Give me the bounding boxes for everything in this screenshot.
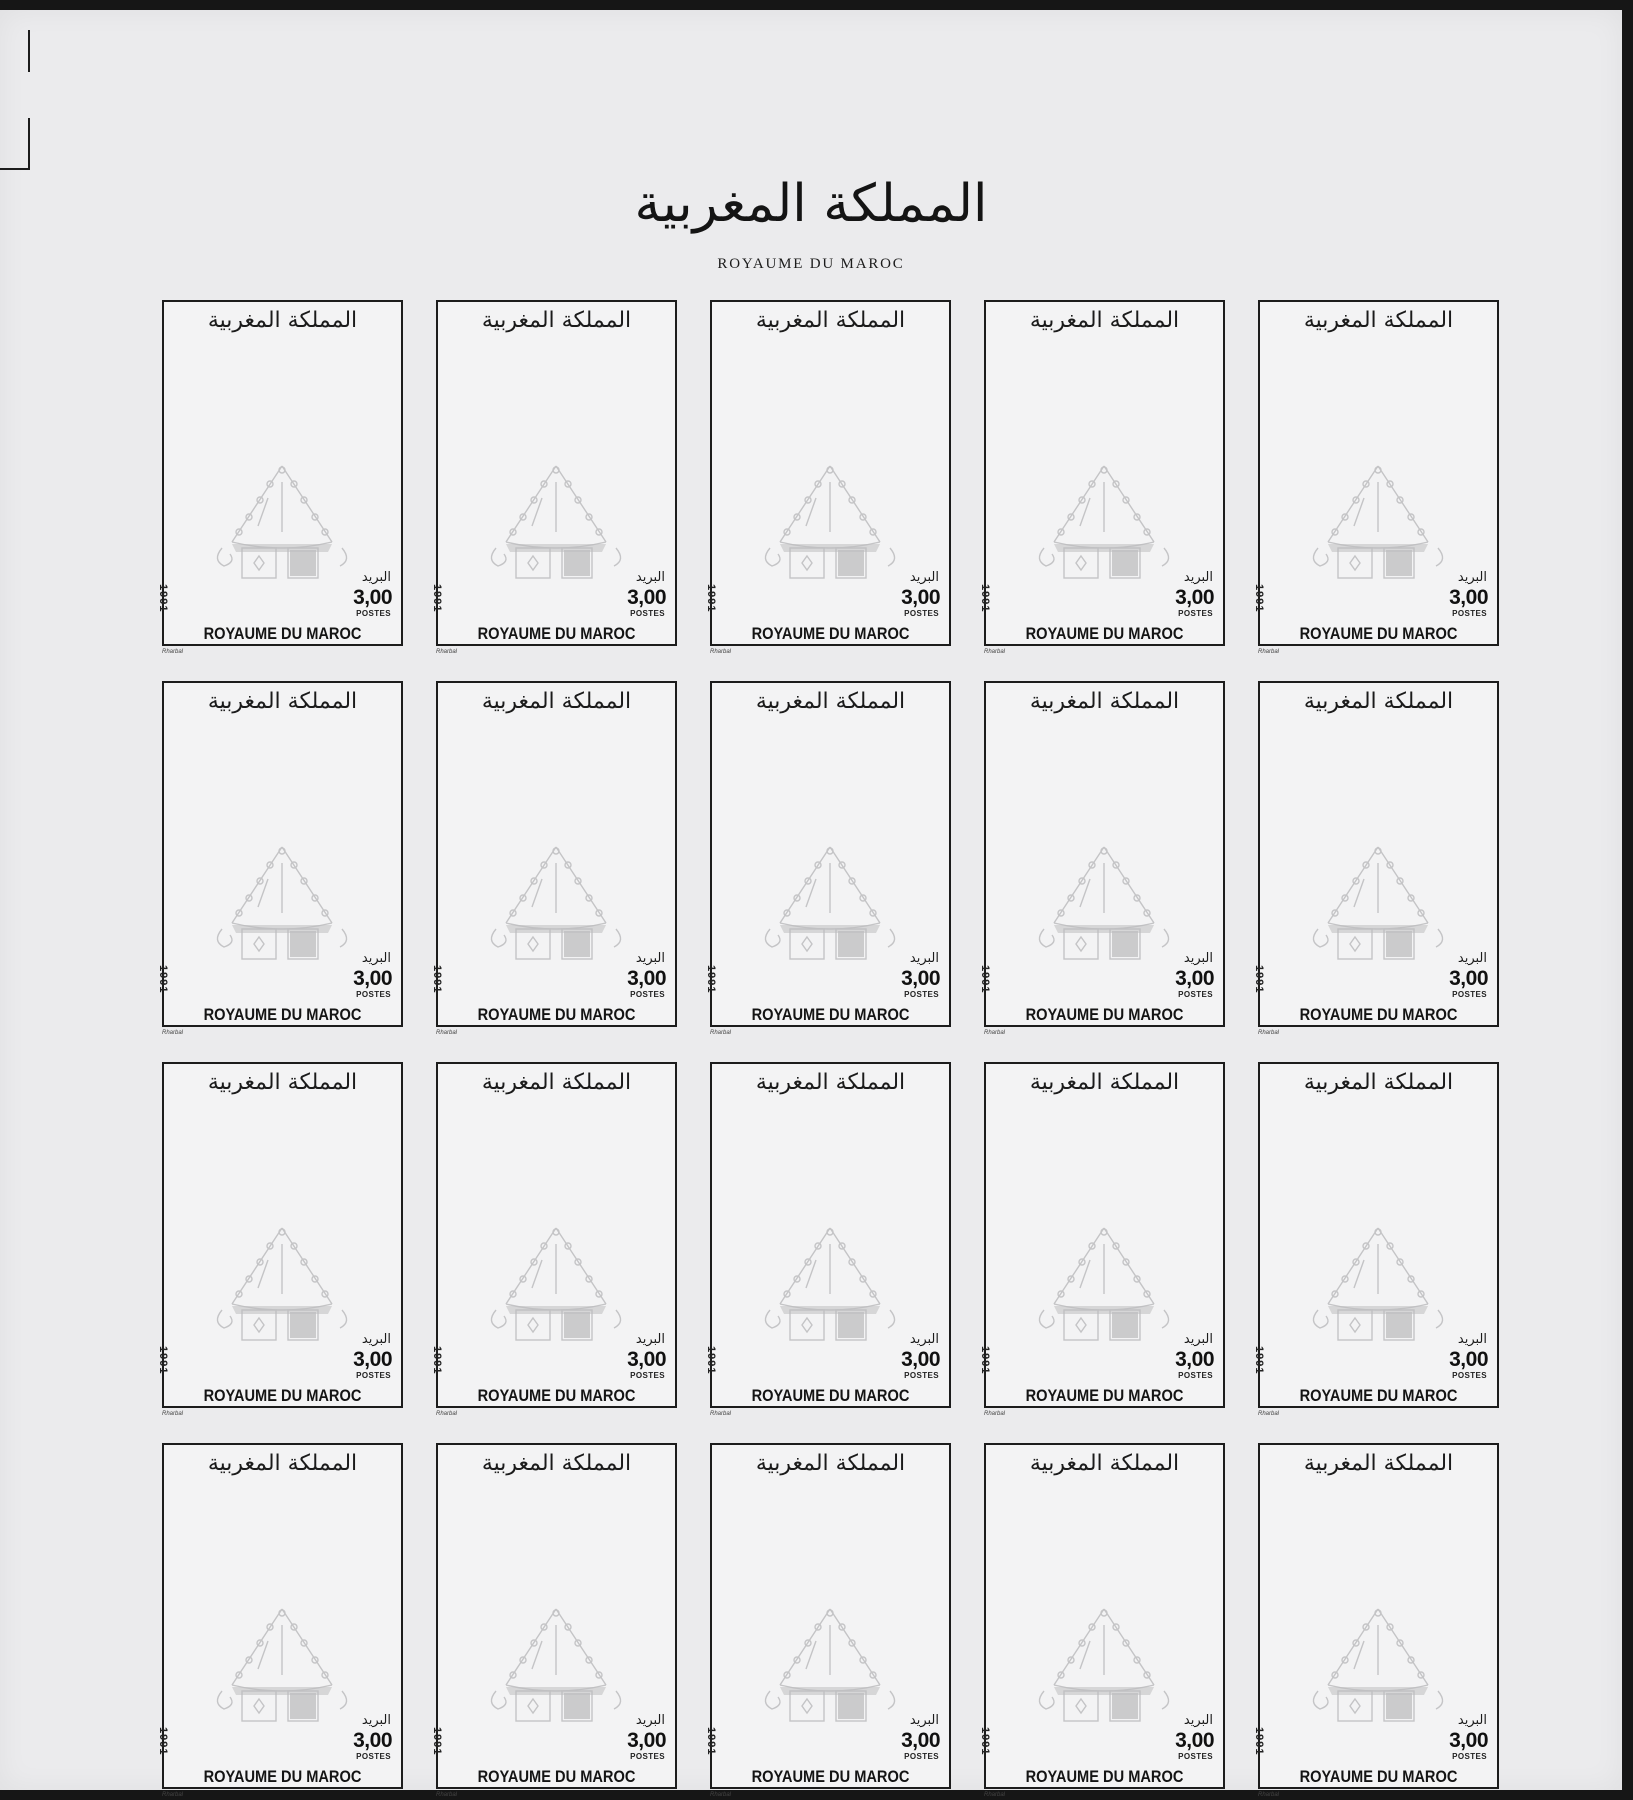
stamp-country-french: ROYAUME DU MAROC: [1299, 1767, 1458, 1786]
stamp-country-french: ROYAUME DU MAROC: [751, 624, 910, 643]
ornament-illustration: [202, 1605, 362, 1730]
stamp-postes-label: POSTES: [630, 609, 665, 618]
stamp-postes-label: POSTES: [904, 1752, 939, 1761]
ornament-illustration: [750, 1605, 910, 1730]
stamp-country-french: ROYAUME DU MAROC: [1025, 1386, 1184, 1405]
stamp: [705, 1443, 951, 1789]
ornament-illustration: [1298, 1224, 1458, 1349]
stamp-country-french: ROYAUME DU MAROC: [751, 1386, 910, 1405]
ornament-illustration: [1024, 1605, 1184, 1730]
ornament-illustration: [476, 843, 636, 968]
stamp-postes-label: POSTES: [1452, 1371, 1487, 1380]
stamp-year: 1991: [157, 1346, 169, 1375]
stamp-value: 3,00: [1175, 967, 1214, 990]
stamp-country-french: ROYAUME DU MAROC: [477, 1005, 636, 1024]
stamp-postes-label: POSTES: [904, 990, 939, 999]
stamp-value: 3,00: [1449, 1348, 1488, 1371]
stamp-cell: [705, 1062, 955, 1417]
stamp-value: 3,00: [353, 967, 392, 990]
stamp-year: 1991: [979, 1346, 991, 1375]
stamp: [705, 1062, 951, 1408]
ornament-illustration: [202, 843, 362, 968]
stamp: [1253, 681, 1499, 1027]
stamp-country-arabic: المملكة المغربية: [481, 308, 632, 333]
stamp: [1253, 1062, 1499, 1408]
stamp-designer-credit: Rharbal: [162, 1792, 184, 1798]
ornament-illustration: [202, 1224, 362, 1349]
stamp-country-french: ROYAUME DU MAROC: [477, 1767, 636, 1786]
stamp-country-french: ROYAUME DU MAROC: [751, 1767, 910, 1786]
stamp-country-french: ROYAUME DU MAROC: [1025, 1005, 1184, 1024]
stamp-year: 1991: [705, 1346, 717, 1375]
stamp-designer-credit: Rharbal: [1258, 1411, 1280, 1417]
stamp-postes-label: POSTES: [630, 990, 665, 999]
stamp-cell: [1253, 300, 1503, 655]
stamp: [705, 681, 951, 1027]
stamp-postes-label: POSTES: [904, 1371, 939, 1380]
stamp-post-arabic: البريد: [1457, 1713, 1487, 1728]
stamp-sheet: [0, 10, 1622, 1798]
stamp-year: 1991: [1253, 1727, 1265, 1756]
stamp-country-arabic: المملكة المغربية: [1029, 689, 1180, 714]
stamp-value: 3,00: [901, 967, 940, 990]
stamp-designer-credit: Rharbal: [1258, 1030, 1280, 1036]
stamp-country-arabic: المملكة المغربية: [755, 689, 906, 714]
ornament-illustration: [1298, 462, 1458, 587]
stamp-country-arabic: المملكة المغربية: [1303, 1070, 1454, 1095]
stamp-cell: [431, 1443, 681, 1798]
stamp-country-french: ROYAUME DU MAROC: [203, 1005, 362, 1024]
stamp-value: 3,00: [1449, 586, 1488, 609]
stamp-postes-label: POSTES: [1178, 1371, 1213, 1380]
stamp-year: 1991: [705, 965, 717, 994]
stamp-country-arabic: المملكة المغربية: [481, 689, 632, 714]
stamp-designer-credit: Rharbal: [162, 1411, 184, 1417]
stamp-designer-credit: Rharbal: [710, 1030, 732, 1036]
stamp-country-arabic: المملكة المغربية: [755, 1070, 906, 1095]
stamp-post-arabic: البريد: [1457, 570, 1487, 585]
stamp-value: 3,00: [353, 1729, 392, 1752]
registration-mark: [0, 168, 30, 170]
stamp-year: 1991: [157, 965, 169, 994]
stamp-year: 1991: [431, 1727, 443, 1756]
ornament-illustration: [1298, 843, 1458, 968]
stamp-value: 3,00: [627, 586, 666, 609]
stamp-country-french: ROYAUME DU MAROC: [1025, 1767, 1184, 1786]
stamp: [431, 1062, 677, 1408]
stamp-country-arabic: المملكة المغربية: [207, 1070, 358, 1095]
stamp-country-arabic: المملكة المغربية: [481, 1070, 632, 1095]
stamp: [157, 1443, 403, 1789]
stamp-postes-label: POSTES: [630, 1371, 665, 1380]
stamp-post-arabic: البريد: [361, 570, 391, 585]
stamp-country-french: ROYAUME DU MAROC: [751, 1005, 910, 1024]
stamp-postes-label: POSTES: [356, 609, 391, 618]
stamp-designer-credit: Rharbal: [984, 1792, 1006, 1798]
ornament-illustration: [750, 462, 910, 587]
stamp-year: 1991: [431, 584, 443, 613]
stamp-value: 3,00: [1449, 1729, 1488, 1752]
stamp-postes-label: POSTES: [356, 990, 391, 999]
stamp-value: 3,00: [353, 1348, 392, 1371]
stamp-cell: [1253, 681, 1503, 1036]
stamp-postes-label: POSTES: [1452, 609, 1487, 618]
stamp-country-french: ROYAUME DU MAROC: [203, 1386, 362, 1405]
registration-mark: [28, 30, 30, 72]
stamp-country-arabic: المملكة المغربية: [481, 1451, 632, 1476]
stamp-designer-credit: Rharbal: [710, 1411, 732, 1417]
stamp-postes-label: POSTES: [1178, 1752, 1213, 1761]
stamp-post-arabic: البريد: [1457, 1332, 1487, 1347]
stamp-country-arabic: المملكة المغربية: [1029, 1451, 1180, 1476]
stamp-post-arabic: البريد: [1457, 951, 1487, 966]
stamp-postes-label: POSTES: [1452, 1752, 1487, 1761]
stamp-post-arabic: البريد: [361, 951, 391, 966]
stamp-country-french: ROYAUME DU MAROC: [203, 1767, 362, 1786]
stamp-cell: [431, 1062, 681, 1417]
stamp-country-arabic: المملكة المغربية: [1303, 1451, 1454, 1476]
stamp-value: 3,00: [901, 1348, 940, 1371]
ornament-illustration: [476, 462, 636, 587]
stamp: [157, 681, 403, 1027]
stamp-cell: [1253, 1062, 1503, 1417]
stamp-cell: [157, 1443, 407, 1798]
stamp: [431, 681, 677, 1027]
stamp-post-arabic: البريد: [635, 1713, 665, 1728]
ornament-illustration: [476, 1224, 636, 1349]
sheet-title-arabic: المملكة المغربية: [634, 174, 988, 234]
stamp-country-french: ROYAUME DU MAROC: [203, 624, 362, 643]
stamp-designer-credit: Rharbal: [436, 649, 458, 655]
stamp-post-arabic: البريد: [909, 951, 939, 966]
stamp-cell: [1253, 1443, 1503, 1798]
stamp-year: 1991: [979, 1727, 991, 1756]
stamp-post-arabic: البريد: [361, 1713, 391, 1728]
stamp-value: 3,00: [901, 586, 940, 609]
stamp-designer-credit: Rharbal: [1258, 649, 1280, 655]
stamp-country-french: ROYAUME DU MAROC: [1299, 624, 1458, 643]
stamp-designer-credit: Rharbal: [436, 1792, 458, 1798]
stamp-year: 1991: [1253, 965, 1265, 994]
stamp: [157, 1062, 403, 1408]
stamp-cell: [157, 681, 407, 1036]
stamp-grid: [157, 300, 1503, 1798]
stamp-country-arabic: المملكة المغربية: [1303, 308, 1454, 333]
stamp-value: 3,00: [1175, 1729, 1214, 1752]
stamp: [431, 1443, 677, 1789]
stamp-post-arabic: البريد: [635, 951, 665, 966]
ornament-illustration: [476, 1605, 636, 1730]
stamp-country-arabic: المملكة المغربية: [1303, 689, 1454, 714]
stamp-post-arabic: البريد: [909, 1332, 939, 1347]
stamp-postes-label: POSTES: [1178, 990, 1213, 999]
stamp: [979, 1062, 1225, 1408]
stamp-year: 1991: [979, 965, 991, 994]
stamp-country-french: ROYAUME DU MAROC: [1299, 1005, 1458, 1024]
stamp-post-arabic: البريد: [361, 1332, 391, 1347]
stamp-value: 3,00: [627, 967, 666, 990]
stamp-year: 1991: [1253, 584, 1265, 613]
stamp-postes-label: POSTES: [630, 1752, 665, 1761]
stamp-designer-credit: Rharbal: [710, 649, 732, 655]
stamp: [1253, 300, 1499, 646]
stamp: [157, 300, 403, 646]
stamp-country-arabic: المملكة المغربية: [1029, 1070, 1180, 1095]
ornament-illustration: [1024, 1224, 1184, 1349]
stamp-country-arabic: المملكة المغربية: [207, 689, 358, 714]
stamp-designer-credit: Rharbal: [1258, 1792, 1280, 1798]
ornament-illustration: [1024, 843, 1184, 968]
stamp: [1253, 1443, 1499, 1789]
stamp-post-arabic: البريد: [1183, 570, 1213, 585]
stamp-designer-credit: Rharbal: [162, 649, 184, 655]
stamp-postes-label: POSTES: [356, 1371, 391, 1380]
stamp-value: 3,00: [1175, 586, 1214, 609]
stamp: [431, 300, 677, 646]
stamp-year: 1991: [705, 1727, 717, 1756]
stamp-year: 1991: [431, 965, 443, 994]
stamp-designer-credit: Rharbal: [436, 1411, 458, 1417]
stamp-cell: [979, 300, 1229, 655]
ornament-illustration: [1298, 1605, 1458, 1730]
stamp-postes-label: POSTES: [356, 1752, 391, 1761]
stamp-year: 1991: [979, 584, 991, 613]
ornament-illustration: [750, 843, 910, 968]
stamp-designer-credit: Rharbal: [436, 1030, 458, 1036]
stamp-cell: [979, 1443, 1229, 1798]
stamp-cell: [431, 300, 681, 655]
stamp-year: 1991: [431, 1346, 443, 1375]
stamp: [979, 1443, 1225, 1789]
stamp-year: 1991: [157, 1727, 169, 1756]
stamp-designer-credit: Rharbal: [984, 1030, 1006, 1036]
stamp-cell: [705, 1443, 955, 1798]
ornament-illustration: [202, 462, 362, 587]
stamp-post-arabic: البريد: [909, 1713, 939, 1728]
stamp-post-arabic: البريد: [1183, 1332, 1213, 1347]
stamp-post-arabic: البريد: [635, 1332, 665, 1347]
stamp-post-arabic: البريد: [909, 570, 939, 585]
stamp-country-arabic: المملكة المغربية: [1029, 308, 1180, 333]
stamp-designer-credit: Rharbal: [162, 1030, 184, 1036]
stamp-country-arabic: المملكة المغربية: [755, 1451, 906, 1476]
stamp-cell: [705, 681, 955, 1036]
stamp-value: 3,00: [353, 586, 392, 609]
ornament-illustration: [1024, 462, 1184, 587]
stamp-cell: [979, 1062, 1229, 1417]
stamp-cell: [705, 300, 955, 655]
stamp-designer-credit: Rharbal: [984, 1411, 1006, 1417]
stamp-designer-credit: Rharbal: [710, 1792, 732, 1798]
stamp-value: 3,00: [627, 1348, 666, 1371]
stamp-year: 1991: [157, 584, 169, 613]
stamp-country-french: ROYAUME DU MAROC: [477, 624, 636, 643]
stamp-post-arabic: البريد: [635, 570, 665, 585]
stamp-value: 3,00: [901, 1729, 940, 1752]
stamp-cell: [979, 681, 1229, 1036]
stamp-country-arabic: المملكة المغربية: [755, 308, 906, 333]
stamp-postes-label: POSTES: [904, 609, 939, 618]
stamp-cell: [157, 1062, 407, 1417]
stamp-cell: [157, 300, 407, 655]
stamp: [979, 681, 1225, 1027]
registration-mark: [28, 118, 30, 170]
stamp-value: 3,00: [1449, 967, 1488, 990]
stamp-year: 1991: [705, 584, 717, 613]
stamp-value: 3,00: [1175, 1348, 1214, 1371]
stamp-postes-label: POSTES: [1452, 990, 1487, 999]
stamp-designer-credit: Rharbal: [984, 649, 1006, 655]
stamp-country-french: ROYAUME DU MAROC: [477, 1386, 636, 1405]
stamp-year: 1991: [1253, 1346, 1265, 1375]
stamp-post-arabic: البريد: [1183, 1713, 1213, 1728]
stamp-country-arabic: المملكة المغربية: [207, 308, 358, 333]
ornament-illustration: [750, 1224, 910, 1349]
stamp-country-french: ROYAUME DU MAROC: [1299, 1386, 1458, 1405]
stamp-post-arabic: البريد: [1183, 951, 1213, 966]
stamp: [979, 300, 1225, 646]
stamp-cell: [431, 681, 681, 1036]
stamp: [705, 300, 951, 646]
stamp-postes-label: POSTES: [1178, 609, 1213, 618]
stamp-value: 3,00: [627, 1729, 666, 1752]
sheet-title-french: ROYAUME DU MAROC: [717, 256, 905, 272]
stamp-country-french: ROYAUME DU MAROC: [1025, 624, 1184, 643]
stamp-country-arabic: المملكة المغربية: [207, 1451, 358, 1476]
